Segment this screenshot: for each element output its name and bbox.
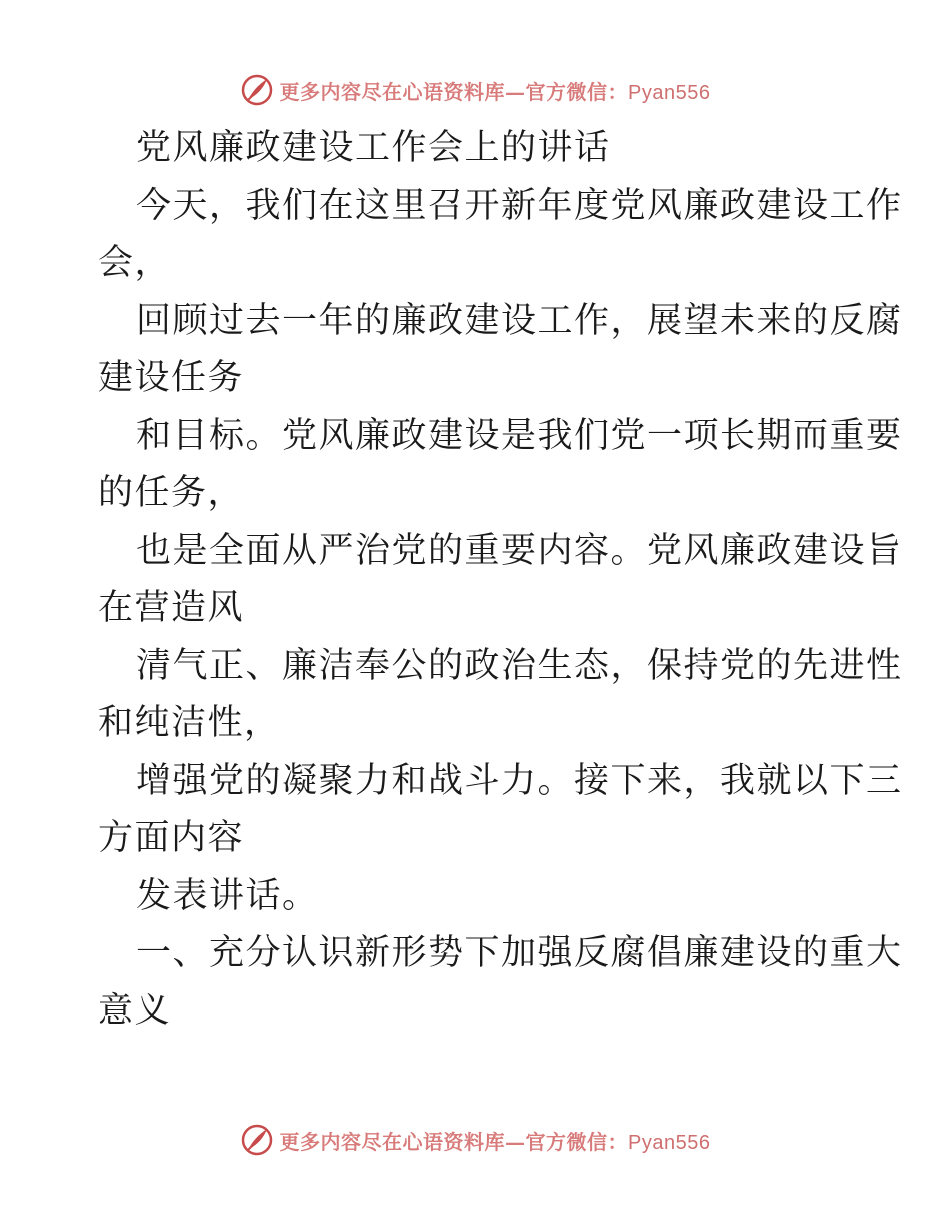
watermark-text: 更多内容尽在心语资料库—官方微信：Pyan556 xyxy=(279,79,711,104)
paragraph-line: 今天，我们在这里召开新年度党风廉政建设工作 xyxy=(136,185,903,226)
paragraph-line: 和目标。党风廉政建设是我们党一项长期而重要 xyxy=(136,415,903,456)
paragraph-line: 建设任务 xyxy=(98,358,245,398)
header-watermark xyxy=(0,70,950,110)
paragraph-line: 会， xyxy=(98,243,172,283)
wechat-id: Pyan556 xyxy=(628,1131,711,1154)
paragraph-line: 回顾过去一年的廉政建设工作，展望未来的反腐 xyxy=(136,300,903,341)
wechat-id: Pyan556 xyxy=(628,81,711,104)
quill-pen-logo-icon xyxy=(240,73,274,107)
quill-pen-logo-icon xyxy=(240,1123,274,1157)
paragraph-line: 也是全面从严治党的重要内容。党风廉政建设旨 xyxy=(136,530,903,571)
section-heading-continuation: 意义 xyxy=(98,990,172,1031)
document-body xyxy=(98,120,903,1040)
paragraph-line: 在营造风 xyxy=(98,588,245,628)
section-heading: 一、充分认识新形势下加强反腐倡廉建设的重大 xyxy=(136,933,903,973)
paragraph-line: 的任务， xyxy=(98,473,245,513)
footer-watermark xyxy=(0,1120,950,1160)
paragraph-line: 和纯洁性， xyxy=(98,703,281,743)
paragraph-line: 增强党的凝聚力和战斗力。接下来，我就以下三 xyxy=(136,760,903,801)
paragraph-line: 方面内容 xyxy=(98,818,245,858)
watermark-text: 更多内容尽在心语资料库—官方微信：Pyan556 xyxy=(279,1129,711,1154)
paragraph-line: 发表讲话。 xyxy=(136,875,319,916)
paragraph-line: 清气正、廉洁奉公的政治生态，保持党的先进性 xyxy=(136,645,903,686)
document-title: 党风廉政建设工作会上的讲话 xyxy=(136,128,611,168)
